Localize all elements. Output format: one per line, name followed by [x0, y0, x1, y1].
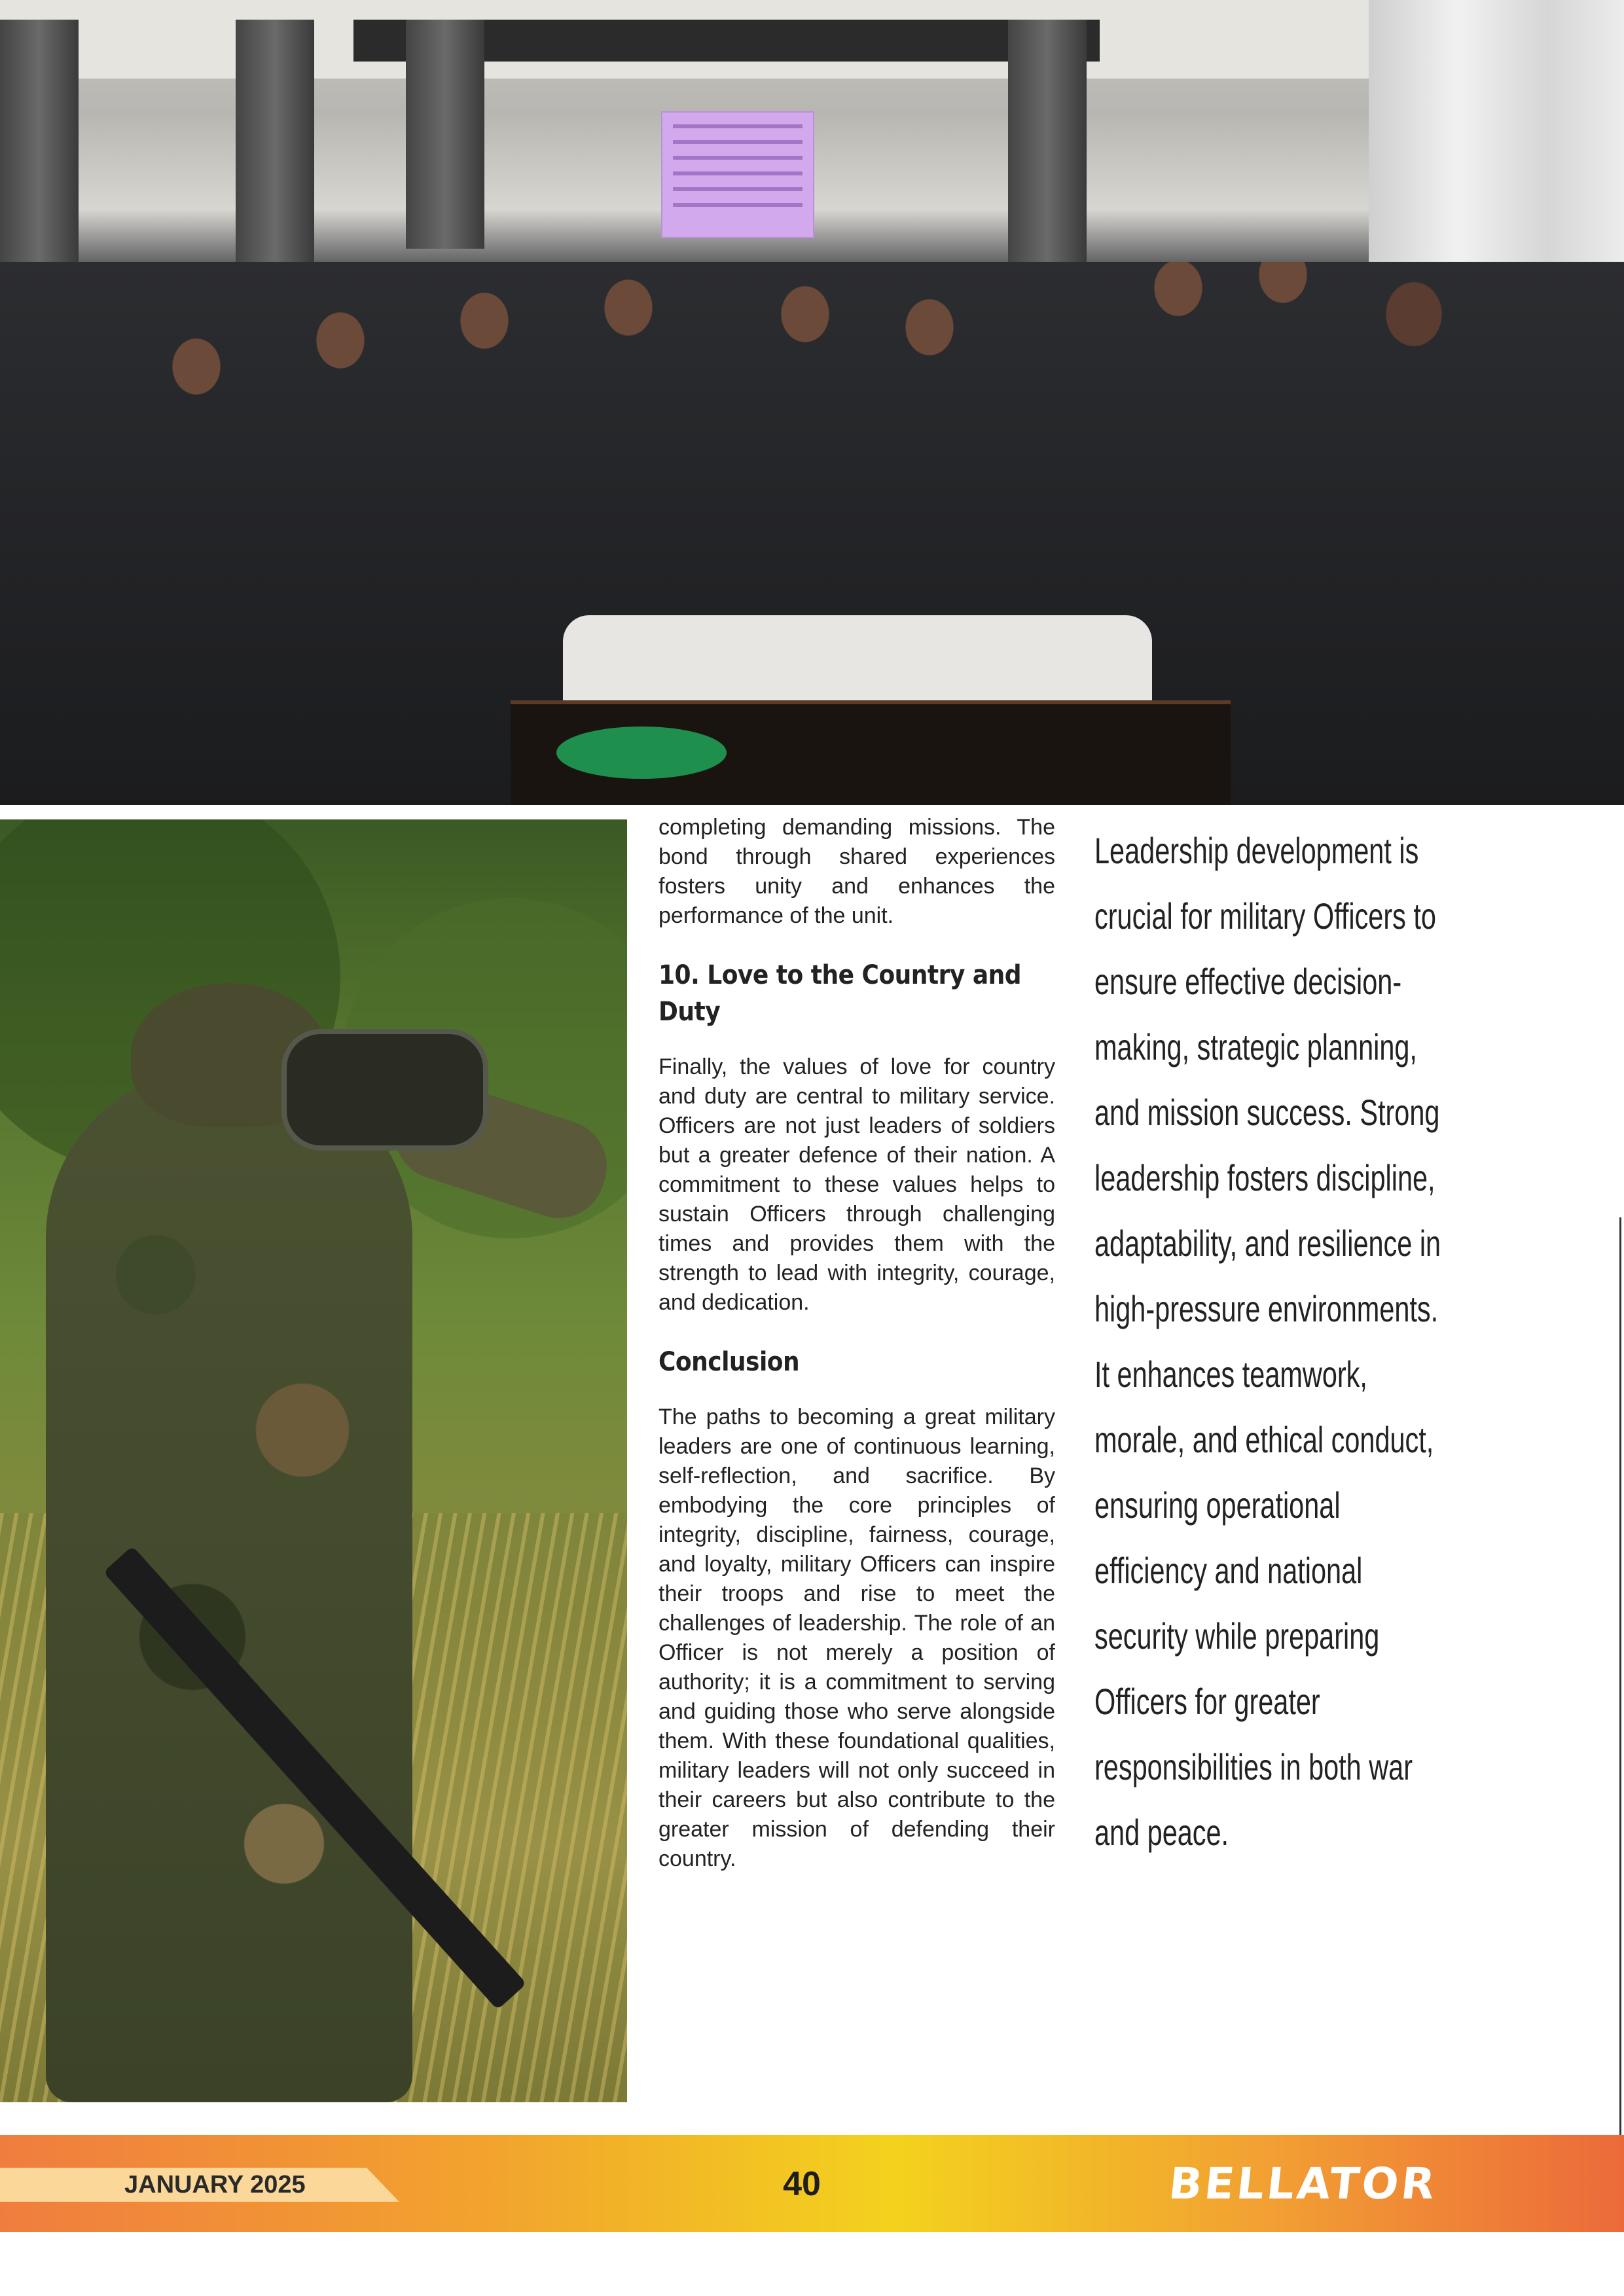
pull-quote-text: Leadership development is crucial for military Officers to ensure effective decision-making, strategic planning, and mission success. Strong leadership fosters discipline, adaptability, and resilience in high-pressure environments. It enhances teamwork, morale, and ethical conduct, ensuring operational efficiency and national security while preparing Officers for greater responsibilities in both war and peace.	[1094, 830, 1441, 1853]
footer-bar	[0, 2135, 1624, 2232]
section-10-heading: 10. Love to the Country and Duty	[659, 960, 1022, 1027]
brand-logo: BELLATOR	[1166, 2159, 1440, 2209]
article-column	[659, 813, 1055, 1874]
conclusion-heading: Conclusion	[659, 1347, 800, 1377]
soldier-binoculars-photo	[0, 819, 627, 2102]
conclusion-paragraph: The paths to becoming a great military leaders are one of continuous learning, self-reflection, and sacrifice. By embodying the core principles of integrity, discipline, fairness, courage, and loyalty, military Officers can inspire their troops and rise to meet the challenges of leadership. The role of an Officer is not merely a position of authority; it is a commitment to serving and guiding those who serve alongside them. With these foundational qualities, military leaders will not only succeed in their careers but also contribute to the greater mission of defending their country.	[659, 1405, 1055, 1871]
section-10-paragraph: Finally, the values of love for country and duty are central to military service. Officers are not just leaders of soldiers but a greater defence of their nation. A commitment to these values helps to sustain Officers through challenging times and provides them with the strength to lead with integrity, courage, and dedication.	[659, 1054, 1055, 1315]
classroom-officers-photo	[0, 0, 1624, 805]
issue-date: JANUARY 2025	[124, 2171, 306, 2198]
pull-quote	[1094, 818, 1448, 1865]
page-number: 40	[783, 2165, 821, 2203]
intro-paragraph: completing demanding missions. The bond through shared experiences fosters unity and enhances the performance of the unit.	[659, 815, 1055, 928]
page-edge-rule	[1619, 1217, 1621, 2166]
projector-screen	[661, 111, 814, 238]
